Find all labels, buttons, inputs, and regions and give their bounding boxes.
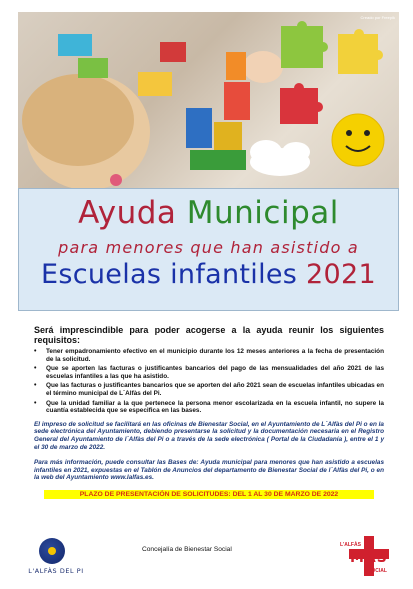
department-name: Concejalía de Bienestar Social — [142, 546, 232, 553]
deadline-banner: PLAZO DE PRESENTACIÓN DE SOLICITUDES: DEL 1 AL 30 DE MARZO DE 2022 — [44, 490, 374, 499]
application-info: El impreso de solicitud se facilitará en las oficinas de Bienestar Social, en el Ayuntamiento de L´Alfàs del Pi o en la sede electrónica del Ayuntamiento, debiendo presentarse la solicitud y la documentación necesaria en el Registro General del Ayuntamiento de l´Alfàs del Pi o a través de la sede electrónica ( Portal de la Ciudadanía ), entre el 1 y el 30 de marzo de 2022. — [34, 420, 384, 451]
subtitle: para menores que han asistido a — [58, 238, 359, 257]
title-escuelas — [19, 259, 398, 290]
requirement-item: • Tener empadronamiento efectivo en el municipio durante los 12 meses anteriores a la fecha de presentación de la solicitud. — [34, 348, 384, 363]
requirements-lead: Será imprescindible para poder acogerse a la ayuda reunir los siguientes requisitos: — [34, 325, 384, 345]
title-escuelas-text: Escuelas infantiles — [41, 259, 298, 290]
requirement-item: • Que las facturas o justificantes bancarios que se aporten del año 2021 sean de escuelas infantiles ubicadas en el término municipal de L´Alfàs del Pi. — [34, 382, 384, 397]
title-banner — [18, 188, 399, 311]
requirements-list — [34, 348, 384, 415]
bullet-icon: • — [34, 382, 37, 390]
town-emblem-icon — [39, 538, 65, 564]
toddler-playing-blocks-illustration — [18, 12, 399, 188]
bullet-icon: • — [34, 365, 37, 373]
title-word-municipal: Municipal — [186, 195, 339, 231]
requirement-item: • Que se aporten las facturas o justificantes bancarios del pago de las mensualidades del año 2021 de las escuelas infantiles a las que ha asistido. — [34, 365, 384, 380]
title-year: 2021 — [306, 259, 376, 290]
bullet-icon: • — [34, 399, 37, 407]
alfas-del-pi-logo — [22, 534, 90, 582]
alfas-logo-text: L'ALFÀS DEL PI — [28, 567, 84, 575]
alfas-mas-social-logo: L'ALFÀS MÁS SOCIAL — [340, 534, 400, 582]
more-info: Para más información, puede consultar las Bases de: Ayuda municipal para menores que han asistido a escuelas infantiles en 2021, expuestas en el Tablón de Anuncios del departamento de Bienestar Social de l´Alfàs del Pi, o en la web del Ayuntamiento www.lalfas.es. — [34, 459, 384, 482]
body-content — [34, 325, 384, 499]
bullet-icon: • — [34, 348, 37, 355]
main-title — [19, 195, 398, 231]
title-word-ayuda: Ayuda — [78, 195, 177, 231]
header-photo — [18, 12, 399, 188]
requirement-item: • Que la unidad familiar a la que pertenece la persona menor escolarizada en la escuela infantil, no supere la cuantía establecida que se especifica en las bases. — [34, 399, 384, 415]
photo-credit: Creado por Freepik — [360, 15, 395, 20]
